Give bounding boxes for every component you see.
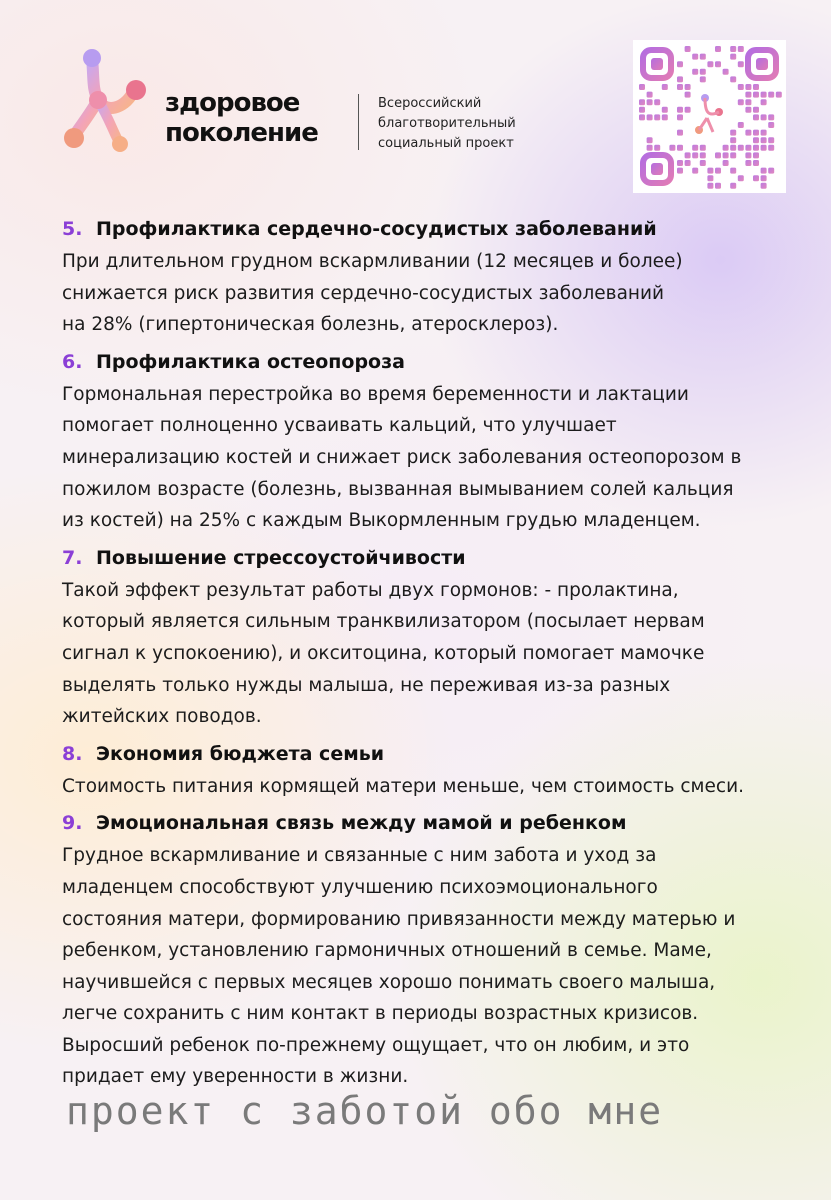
qr-module — [715, 183, 721, 189]
qr-module — [761, 183, 767, 189]
benefit-title: Эмоциональная связь между мамой и ребенком — [96, 812, 627, 835]
qr-module — [730, 168, 736, 174]
page-header — [62, 48, 787, 198]
benefits-list — [62, 212, 802, 1093]
benefit-number: 6. — [62, 350, 83, 373]
qr-module — [738, 175, 744, 181]
benefit-text-line: ребенком, установлению гармоничных отношений в семье. Маме, — [62, 940, 712, 962]
benefit-heading — [62, 806, 802, 840]
qr-module — [753, 92, 759, 98]
qr-module — [685, 160, 691, 166]
benefit-text-line: научившейся с первых месяцев хорошо понимать своего малыша, — [62, 971, 716, 993]
qr-module — [647, 92, 653, 98]
benefit-text-line: придает ему уверенности в жизни. — [62, 1066, 409, 1088]
qr-code-icon[interactable] — [633, 40, 786, 193]
qr-module — [768, 122, 774, 128]
qr-module — [723, 145, 729, 151]
qr-module — [761, 99, 767, 105]
qr-module — [685, 84, 691, 90]
benefit-text-line: на 28% (гипертоническая болезнь, атеросклероз). — [62, 314, 559, 336]
benefit-text-line: минерализацию костей и снижает риск заболевания остеопорозом в — [62, 446, 742, 468]
qr-module — [654, 99, 660, 105]
qr-module — [753, 137, 759, 143]
qr-module — [685, 92, 691, 98]
benefit-heading — [62, 345, 802, 379]
tagline — [378, 94, 516, 154]
benefit-text-line: сигнал к успокоению), и окситоцина, который помогает мамочке — [62, 642, 705, 664]
qr-module — [761, 114, 767, 120]
benefit-text-line: Такой эффект результат работы двух гормонов: - пролактина, — [62, 579, 679, 601]
benefit-text-line: из костей) на 25% с каждым Выкормленным грудью младенцем. — [62, 510, 701, 532]
qr-module — [669, 145, 675, 151]
qr-module — [707, 61, 713, 67]
qr-module — [662, 84, 668, 90]
benefit-text-line: состояния матери, формированию привязанности между матерью и — [62, 908, 736, 930]
benefit-text-line: выделять только нужды малыша, не переживая из-за разных — [62, 674, 671, 696]
qr-module — [745, 92, 751, 98]
qr-module — [662, 114, 668, 120]
qr-module — [654, 114, 660, 120]
qr-module — [761, 137, 767, 143]
benefit-item — [62, 212, 802, 341]
qr-module — [647, 114, 653, 120]
qr-module — [753, 84, 759, 90]
qr-module — [715, 61, 721, 67]
qr-module — [647, 137, 653, 143]
qr-module — [700, 145, 706, 151]
qr-module — [753, 114, 759, 120]
footer-slogan — [66, 1086, 786, 1136]
qr-module — [677, 145, 683, 151]
qr-module — [738, 84, 744, 90]
qr-module — [753, 175, 759, 181]
tagline-line-3: социальный проект — [378, 136, 514, 151]
benefit-title: Повышение стрессоустойчивости — [96, 546, 466, 569]
qr-module — [768, 168, 774, 174]
qr-module — [745, 99, 751, 105]
qr-module — [745, 130, 751, 136]
qr-module — [745, 152, 751, 158]
qr-module — [768, 114, 774, 120]
qr-module — [715, 46, 721, 52]
qr-module — [662, 107, 668, 113]
qr-module — [761, 92, 767, 98]
qr-module — [761, 130, 767, 136]
qr-module — [730, 76, 736, 82]
qr-module — [692, 54, 698, 60]
qr-module — [647, 99, 653, 105]
benefit-title: Профилактика остеопороза — [96, 350, 405, 373]
slogan-text: проект с заботой обо мне — [66, 1089, 664, 1133]
qr-module — [753, 130, 759, 136]
benefit-text-line: Грудное вскармливание и связанные с ним забота и уход за — [62, 845, 657, 867]
qr-module — [677, 168, 683, 174]
qr-module — [639, 84, 645, 90]
tagline-line-2: благотворительный — [378, 116, 516, 131]
qr-module — [677, 114, 683, 120]
qr-module — [768, 92, 774, 98]
qr-module — [753, 152, 759, 158]
benefit-text — [62, 840, 802, 1093]
benefit-number: 7. — [62, 546, 83, 569]
qr-module — [700, 54, 706, 60]
qr-module — [700, 152, 706, 158]
qr-module — [730, 137, 736, 143]
qr-module — [761, 168, 767, 174]
qr-module — [745, 160, 751, 166]
qr-module — [700, 69, 706, 75]
qr-module — [677, 130, 683, 136]
qr-module — [761, 175, 767, 181]
benefit-text-line: Гормональная перестройка во время беременности и лактации — [62, 383, 689, 405]
header-divider — [358, 94, 359, 150]
qr-module — [753, 160, 759, 166]
brand-line-2: поколение — [165, 118, 318, 148]
brand-name — [165, 88, 318, 148]
benefit-text — [62, 379, 802, 537]
qr-module — [730, 183, 736, 189]
qr-module — [745, 145, 751, 151]
qr-module — [730, 54, 736, 60]
benefit-item — [62, 806, 802, 1093]
benefit-text-line: который является сильным транквилизатором (посылает нервам — [62, 611, 705, 633]
qr-module — [639, 114, 645, 120]
qr-module — [677, 160, 683, 166]
qr-module — [730, 152, 736, 158]
benefit-text-line: житейских поводов. — [62, 706, 262, 728]
qr-module — [730, 130, 736, 136]
benefit-text — [62, 246, 802, 341]
qr-module — [692, 145, 698, 151]
benefit-text-line: Выросший ребенок по-прежнему ощущает, что он любим, и это — [62, 1034, 690, 1056]
qr-module — [677, 61, 683, 67]
benefit-text-line: младенцем способствуют улучшению психоэмоционального — [62, 876, 658, 898]
qr-module — [700, 160, 706, 166]
qr-module — [700, 76, 706, 82]
benefit-item — [62, 737, 802, 803]
benefit-text — [62, 575, 802, 733]
qr-module — [647, 145, 653, 151]
qr-module — [677, 76, 683, 82]
qr-module — [723, 69, 729, 75]
qr-module — [738, 99, 744, 105]
brand-line-1: здоровое — [165, 88, 300, 118]
qr-module — [715, 152, 721, 158]
qr-module — [753, 107, 759, 113]
qr-module — [692, 152, 698, 158]
benefit-heading — [62, 212, 802, 246]
benefit-text-line: Стоимость питания кормящей матери меньше, чем стоимость смеси. — [62, 775, 744, 797]
benefit-text-line: пожилом возрасте (болезнь, вызванная вымыванием солей кальция — [62, 478, 734, 500]
qr-module — [654, 145, 660, 151]
qr-module — [738, 145, 744, 151]
qr-module — [723, 160, 729, 166]
logo-molecule-icon — [62, 48, 154, 152]
qr-module — [738, 122, 744, 128]
benefit-text-line: помогает полноценно усваивать кальций, что улучшает — [62, 415, 617, 437]
benefit-text-line: легче сохранить с ним контакт в периоды возрастных кризисов. — [62, 1003, 699, 1025]
qr-module — [753, 145, 759, 151]
tagline-line-1: Всероссийский — [378, 96, 482, 111]
benefit-text-line: снижается риск развития сердечно-сосудистых заболеваний — [62, 282, 665, 304]
benefit-number: 9. — [62, 812, 83, 835]
qr-module — [715, 168, 721, 174]
qr-module — [677, 84, 683, 90]
benefit-title: Профилактика сердечно-сосудистых заболеваний — [96, 218, 657, 240]
qr-module — [761, 145, 767, 151]
qr-module — [707, 168, 713, 174]
qr-module — [738, 46, 744, 52]
qr-module — [677, 107, 683, 113]
qr-module — [730, 145, 736, 151]
qr-module — [776, 92, 782, 98]
qr-module — [639, 99, 645, 105]
qr-module — [738, 61, 744, 67]
qr-module — [707, 183, 713, 189]
benefit-text-line: При длительном грудном вскармливании (12 месяцев и более) — [62, 251, 683, 272]
qr-module — [768, 145, 774, 151]
benefit-heading — [62, 541, 802, 575]
qr-module — [745, 107, 751, 113]
qr-module — [768, 137, 774, 143]
benefit-item — [62, 345, 802, 537]
qr-module — [685, 46, 691, 52]
benefit-title: Экономия бюджета семьи — [96, 742, 385, 765]
qr-module — [707, 175, 713, 181]
qr-module — [639, 107, 645, 113]
benefit-heading — [62, 737, 802, 771]
benefit-number: 8. — [62, 742, 83, 765]
qr-module — [723, 152, 729, 158]
benefit-item — [62, 541, 802, 733]
qr-module — [692, 168, 698, 174]
qr-module — [685, 107, 691, 113]
qr-module — [685, 152, 691, 158]
qr-module — [745, 84, 751, 90]
qr-module — [730, 46, 736, 52]
benefit-text — [62, 771, 802, 803]
qr-module — [692, 69, 698, 75]
benefit-number: 5. — [62, 218, 83, 240]
